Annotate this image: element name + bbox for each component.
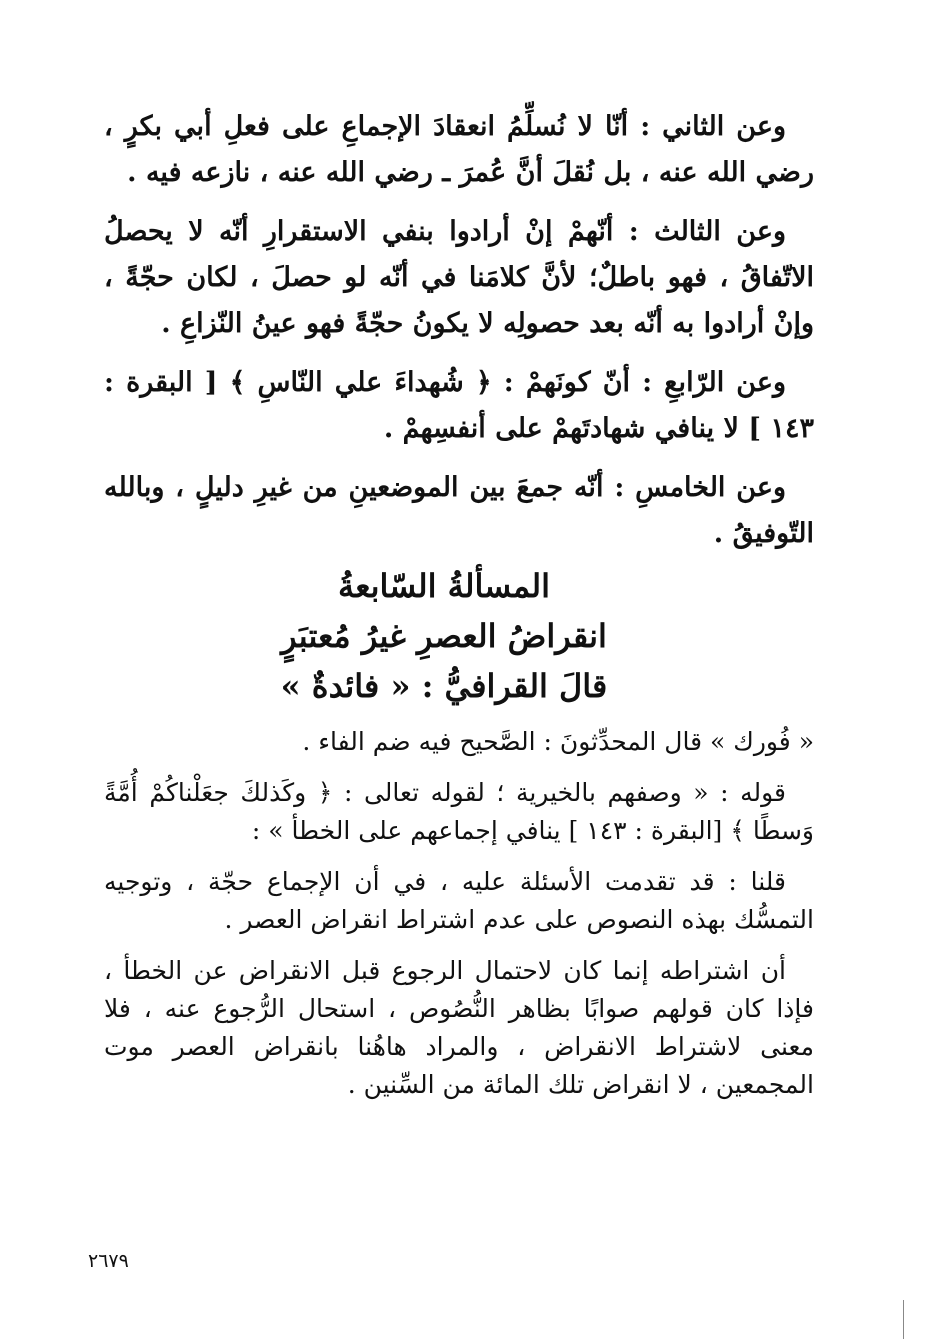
paragraph-response-third: وعن الثالث : أنّهمْ إنْ أرادوا بنفي الاستقرارِ أنّه لا يحصلُ الاتّفاقُ ، فهو باطلٌ؛ لأنَّ كلامَنا في أنّه لو حصلَ ، لكان حجّةً ، وإنْ أرادوا به أنّه بعد حصولِه لا يكونُ حجّةً فهو عينُ النّزاعِ . <box>104 216 814 339</box>
page-body <box>104 104 814 1104</box>
paragraph-quote-khayriyya: قوله : « وصفهم بالخيرية ؛ لقوله تعالى : ﴿ وكَذلكَ جعَلْناكُمْ أُمَّةً وَسطًا ﴾ [البقرة : ١٤٣ ] ينافي إجماعهم على الخطأ » : <box>104 778 814 845</box>
page-edge-mark <box>903 1300 904 1339</box>
paragraph-response-second: وعن الثاني : أنّا لا نُسلِّمُ انعقادَ الإجماعِ على فعلِ أبي بكرٍ ، رضي الله عنه ، بل نُقلَ أنَّ عُمرَ ـ رضي الله عنه ، نازعه فيه . <box>104 111 814 188</box>
paragraph-note-fourak: « فُورك » قال المحدِّثونَ : الصَّحيح فيه ضم الفاء . <box>302 727 814 756</box>
page-number: ٢٦٧٩ <box>88 1250 129 1272</box>
commentary-heading: قالَ القرافيُّ : « فائدةٌ » <box>280 667 608 705</box>
issue-subheading: انقراضُ العصرِ غيرُ مُعتبَرٍ <box>281 617 607 655</box>
issue-heading: المسألةُ السّابعةُ <box>338 567 550 605</box>
paragraph-condition: أن اشتراطه إنما كان لاحتمال الرجوع قبل الانقراض عن الخطأ ، فإذا كان قولهم صوابًا بظاهر النُّصُوص ، استحال الرُّجوع عنه ، فلا معنى لاشتراط الانقراض ، والمراد هاهُنا بانقراض العصر موت المجمعين ، لا انقراض تلك المائة من السِّنين . <box>104 956 814 1099</box>
paragraph-reply: قلنا : قد تقدمت الأسئلة عليه ، في أن الإجماع حجّة ، وتوجيه التمسُّك بهذه النصوص على عدم اشتراط انقراض العصر . <box>104 867 814 934</box>
paragraph-response-fifth: وعن الخامسِ : أنّه جمعَ بين الموضعينِ من غيرِ دليلٍ ، وبالله التّوفيقُ . <box>104 472 814 549</box>
section-heading-block <box>104 561 814 711</box>
paragraph-response-fourth: وعن الرّابعِ : أنّ كونَهمْ : ﴿ شُهداءَ علي النّاسِ ﴾ [ البقرة : ١٤٣ ] لا ينافي شهادتَهمْ على أنفسِهمْ . <box>104 367 814 444</box>
